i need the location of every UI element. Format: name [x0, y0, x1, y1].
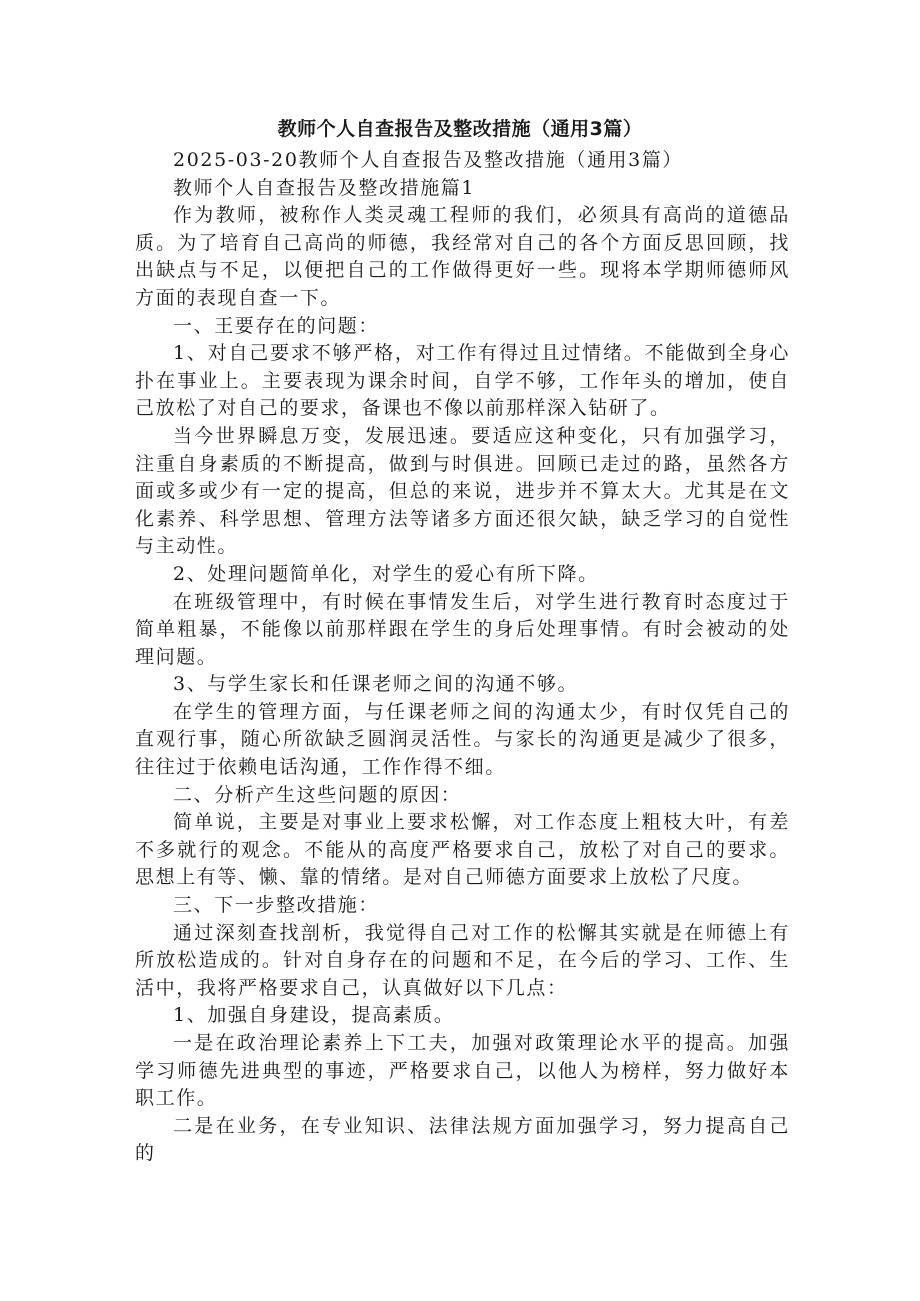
list-item: 1、对自己要求不够严格，对工作有得过且过情绪。不能做到全身心扑在事业上。主要表现为课余时间，自学不够，工作年头的增加，使自己放松了对自己的要求，备课也不像以前那样深入钻研了。 — [135, 342, 790, 420]
list-item: 1、加强自身建设，提高素质。 — [173, 1004, 455, 1027]
document-body — [135, 147, 790, 1168]
body-paragraph: 作为教师，被称作人类灵魂工程师的我们，必须具有高尚的道德品质。为了培育自己高尚的师德，我经常对自己的各个方面反思回顾，找出缺点与不足，以便把自己的工作做得更好一些。现将本学期师德师风方面的表现自查一下。 — [135, 204, 790, 309]
body-paragraph: 通过深刻查找剖析，我觉得自己对工作的松懈其实就是在师德上有所放松造成的。针对自身存在的问题和不足，在今后的学习、工作、生活中，我将严格要求自己，认真做好以下几点： — [135, 921, 790, 999]
section-heading: 一、王要存在的问题： — [173, 314, 380, 337]
body-paragraph: 在学生的管理方面，与任课老师之间的沟通太少，有时仅凭自己的直观行事，随心所欲缺乏圆润灵活性。与家长的沟通更是减少了很多，往往过于依赖电话沟通，工作作得不细。 — [135, 700, 790, 779]
body-paragraph: 一是在政治理论素养上下工夫，加强对政策理论水平的提高。加强学习师德先进典型的事迹，严格要求自己，以他人为榜样，努力做好本职工作。 — [135, 1032, 790, 1110]
list-item: 3、与学生家长和任课老师之间的沟通不够。 — [173, 673, 579, 696]
body-paragraph: 在班级管理中，有时候在事情发生后，对学生进行教育时态度过于简单粗暴，不能像以前那样跟在学生的身后处理事情。有时会被动的处理问题。 — [135, 590, 790, 668]
section-heading: 三、下一步整改措施： — [173, 894, 380, 917]
body-paragraph: 当今世界瞬息万变，发展迅速。要适应这种变化，只有加强学习，注重自身素质的不断提高，做到与时俱进。回顾已走过的路，虽然各方面或多或少有一定的提高，但总的来说，进步并不算太大。尤其是在文化素养、科学思想、管理方法等诸多方面还很欠缺，缺乏学习的自觉性与主动性。 — [135, 424, 790, 558]
section-heading: 教师个人自查报告及整改措施篇1 — [173, 176, 476, 199]
list-item: 2、处理问题简单化，对学生的爱心有所下降。 — [173, 562, 599, 585]
section-heading: 二、分析产生这些问题的原因： — [173, 783, 462, 806]
document-title: 教师个人自查报告及整改措施（通用3篇） — [277, 118, 643, 140]
body-paragraph: 简单说，主要是对事业上要求松懈，对工作态度上粗枝大叶，有差不多就行的观念。不能从的高度严格要求自己，放松了对自己的要求。思想上有等、懒、靠的情绪。是对自己师德方面要求上放松了尺度。 — [135, 811, 790, 889]
body-paragraph: 二是在业务，在专业知识、法律法规方面加强学习，努力提高自己的 — [135, 1114, 790, 1165]
publish-date-line: 2025-03-20教师个人自查报告及整改措施（通用3篇） — [173, 149, 684, 171]
